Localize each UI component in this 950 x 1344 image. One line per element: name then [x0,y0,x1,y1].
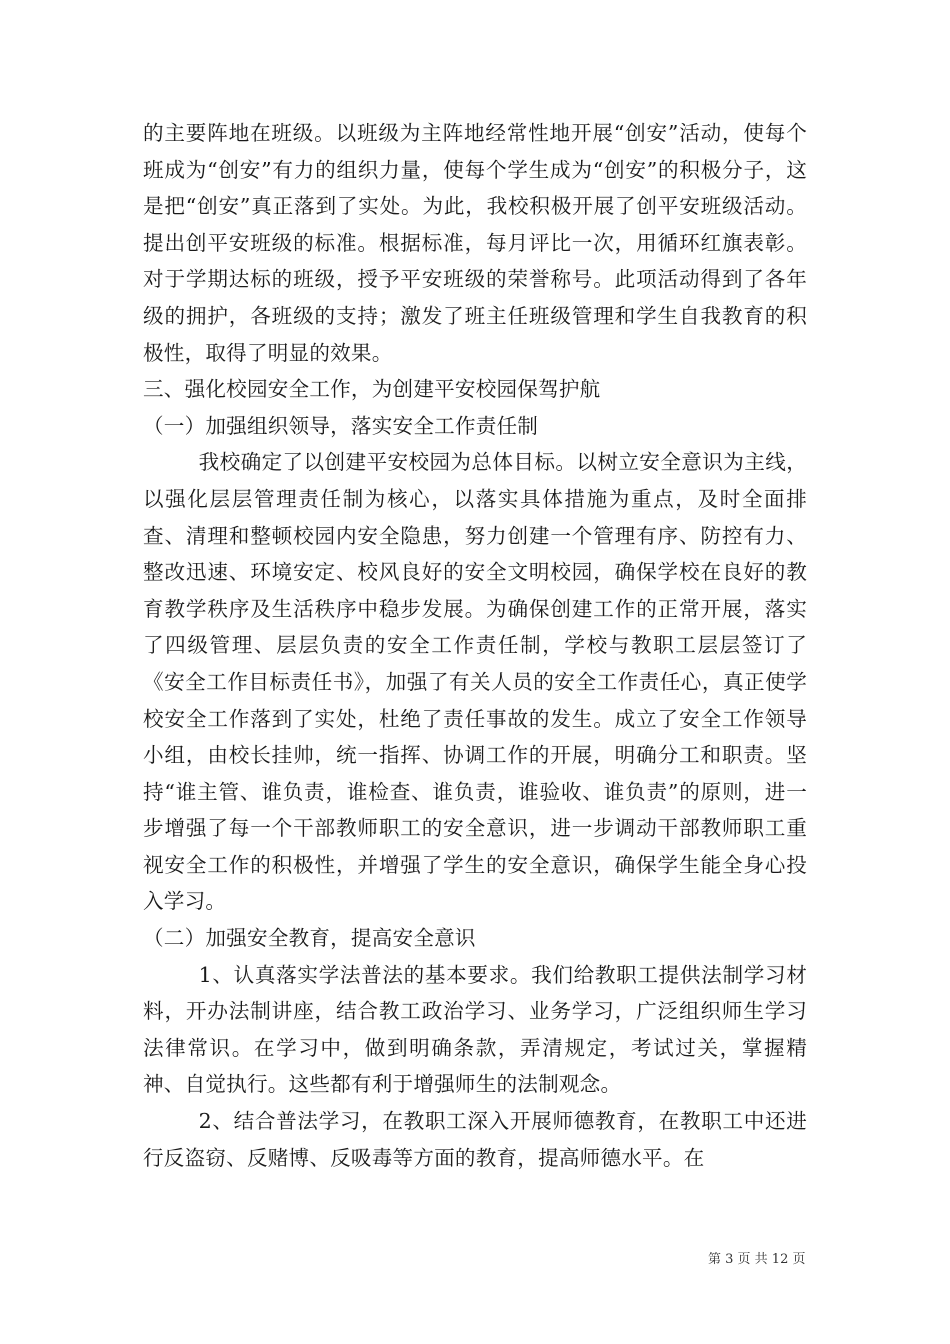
page-number: 第 3 页 共 12 页 [708,1252,806,1267]
paragraph-ethics: 2、结合普法学习，在教职工深入开展师德教育，在教职工中还进行反盗窃、反赌博、反吸毒等方面的教育，提高师德水平。在 [143,1109,807,1170]
paragraph-law-study: 1、认真落实学法普法的基本要求。我们给教职工提供法制学习材料，开办法制讲座，结合教工政治学习、业务学习，广泛组织师生学习法律常识。在学习中，做到明确条款，弄清规定，考试过关，掌握精神、自觉执行。这些都有利于增强师生的法制观念。 [143,962,807,1097]
section-heading-3: 三、强化校园安全工作，为创建平安校园保驾护航 [143,377,601,402]
paragraph-organization: 我校确定了以创建平安校园为总体目标。以树立安全意识为主线，以强化层层管理责任制为核心，以落实具体措施为重点，及时全面排查、清理和整顿校园内安全隐患，努力创建一个管理有序、防控有力、整改迅速、环境安定、校风良好的安全文明校园，确保学校在良好的教育教学秩序及生活秩序中稳步发展。为确保创建工作的正常开展，落实了四级管理、层层负责的安全工作责任制，学校与教职工层层签订了《安全工作目标责任书》，加强了有关人员的安全工作责任心，真正使学校安全工作落到了实处，杜绝了责任事故的发生。成立了安全工作领导小组，由校长挂帅，统一指挥、协调工作的开展，明确分工和职责。坚持“谁主管、谁负责，谁检查、谁负责，谁验收、谁负责”的原则，进一步增强了每一个干部教师职工的安全意识，进一步调动干部教师职工重视安全工作的积极性，并增强了学生的安全意识，确保学生能全身心投入学习。 [143,450,807,914]
paragraph-class-safety: 的主要阵地在班级。以班级为主阵地经常性地开展“创安”活动，使每个班成为“创安”有力的组织力量，使每个学生成为“创安”的积极分子，这是把“创安”真正落到了实处。为此，我校积极开展了创平安班级活动。提出创平安班级的标准。根据标准，每月评比一次，用循环红旗表彰。对于学期达标的班级，授予平安班级的荣誉称号。此项活动得到了各年级的拥护，各班级的支持；激发了班主任班级管理和学生自我教育的积极性，取得了明显的效果。 [143,121,807,365]
subheading-2: （二）加强安全教育，提高安全意识 [143,926,476,951]
subheading-1: （一）加强组织领导，落实安全工作责任制 [143,413,539,438]
document-body [143,115,807,1176]
